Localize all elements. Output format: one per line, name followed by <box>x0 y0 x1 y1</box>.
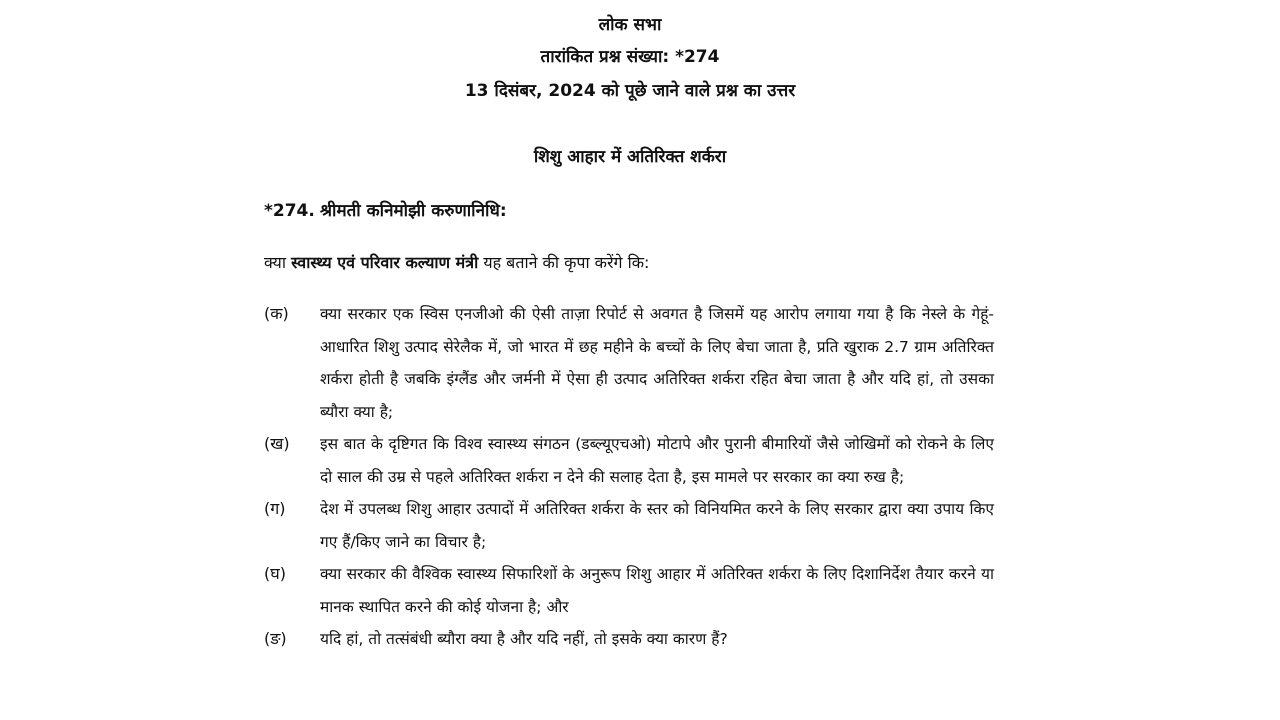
part-text: यदि हां, तो तत्संबंधी ब्यौरा क्या है और यदि नहीं, तो इसके क्या कारण हैं? <box>320 630 728 648</box>
question-type-number: तारांकित प्रश्न संख्या: *274 <box>540 47 720 67</box>
question-part-kha <box>264 428 994 493</box>
minister-name: स्वास्थ्य एवं परिवार कल्याण मंत्री <box>291 253 479 272</box>
intro-suffix: यह बताने की कृपा करेंगे कि: <box>478 253 650 272</box>
answer-date-line: 13 दिसंबर, 2024 को पूछे जाने वाले प्रश्न का उत्तर <box>464 81 796 101</box>
question-part-gha <box>264 558 994 623</box>
question-part-nga <box>264 623 994 656</box>
question-parts-list <box>264 298 994 656</box>
intro-prefix: क्या <box>264 253 292 272</box>
part-text: क्या सरकार की वैश्विक स्वास्थ्य सिफारिशों के अनुरूप शिशु आहार में अतिरिक्त शर्करा के लिए दिशानिर्देश तैयार करने या मानक स्थापित करने की कोई योजना है; और <box>320 565 994 616</box>
part-label: (घ) <box>264 564 286 583</box>
part-label: (क) <box>264 304 289 323</box>
member-name: श्रीमती कनिमोझी करुणानिधि: <box>320 201 507 221</box>
question-part-ka <box>264 298 994 428</box>
part-label: (ङ) <box>264 629 287 648</box>
part-label: (ग) <box>264 499 286 518</box>
question-header <box>264 200 507 222</box>
question-intro <box>264 252 649 274</box>
part-label: (ख) <box>264 434 290 453</box>
part-text: क्या सरकार एक स्विस एनजीओ की ऐसी ताज़ा रिपोर्ट से अवगत है जिसमें यह आरोप लगाया गया है कि नेस्ले के गेहूं-आधारित शिशु उत्पाद सेरेलैक में, जो भारत में छह महीने के बच्चों के लिए बेचा जाता है, प्रति खुराक 2.7 ग्राम अतिरिक्त शर्करा होती है जबकि इंग्लैंड और जर्मनी में ऐसा ही उत्पाद अतिरिक्त शर्करा रहित बेचा जाता है और यदि हां, तो उसका ब्यौरा क्या है; <box>320 305 994 421</box>
question-subject: शिशु आहार में अतिरिक्त शर्करा <box>533 147 727 167</box>
question-part-ga <box>264 493 994 558</box>
part-text: इस बात के दृष्टिगत कि विश्व स्वास्थ्य संगठन (डब्ल्यूएचओ) मोटापे और पुरानी बीमारियों जैसे जोखिमों को रोकने के लिए दो साल की उम्र से पहले अतिरिक्त शर्करा न देने की सलाह देता है, इस मामले पर सरकार का क्या रुख है; <box>320 435 994 486</box>
part-text: देश में उपलब्ध शिशु आहार उत्पादों में अतिरिक्त शर्करा के स्तर को विनियमित करने के लिए सरकार द्वारा क्या उपाय किए गए हैं/किए जाने का विचार है; <box>320 500 994 551</box>
house-title: लोक सभा <box>598 15 662 35</box>
question-number: *274. <box>264 201 315 221</box>
